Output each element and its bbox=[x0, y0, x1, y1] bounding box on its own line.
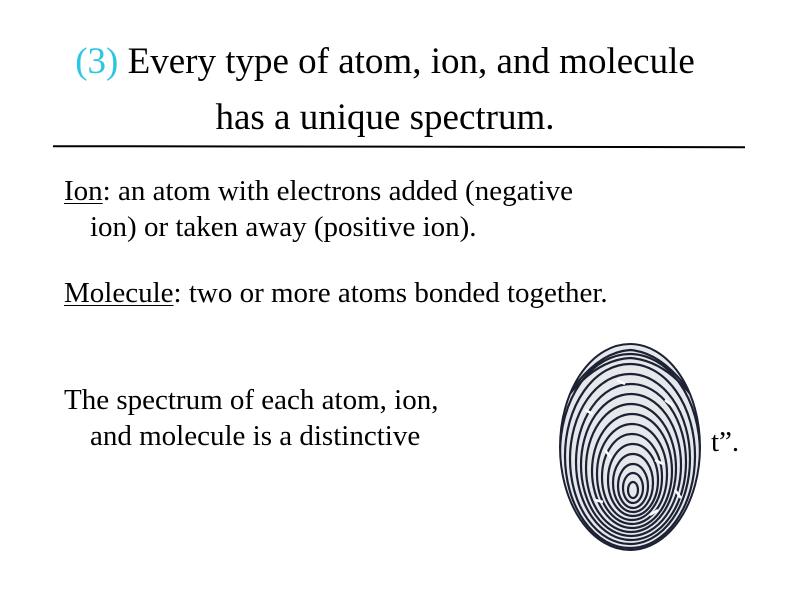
title-text-line2: has a unique spectrum. bbox=[215, 97, 555, 138]
ion-term: Ion bbox=[64, 175, 103, 207]
title-text-line1: Every type of atom, ion, and molecule bbox=[118, 41, 695, 82]
ion-definition bbox=[64, 173, 573, 245]
ion-definition-text: : an atom with electrons added (negative bbox=[102, 175, 573, 207]
statement-tail: t”. bbox=[711, 426, 740, 458]
statement-line2: and molecule is a distinctive bbox=[90, 420, 421, 452]
title-underline bbox=[53, 144, 745, 149]
fingerprint-icon bbox=[555, 340, 705, 555]
molecule-definition-text: : two or more atoms bonded together. bbox=[173, 277, 608, 309]
spectrum-statement bbox=[64, 382, 438, 454]
ion-definition-continuation: ion) or taken away (positive ion). bbox=[90, 211, 477, 243]
title-number: (3) bbox=[75, 41, 119, 82]
molecule-definition bbox=[64, 275, 608, 311]
molecule-term: Molecule bbox=[64, 277, 174, 309]
statement-line1: The spectrum of each atom, ion, bbox=[64, 384, 439, 416]
slide-title bbox=[0, 40, 770, 84]
